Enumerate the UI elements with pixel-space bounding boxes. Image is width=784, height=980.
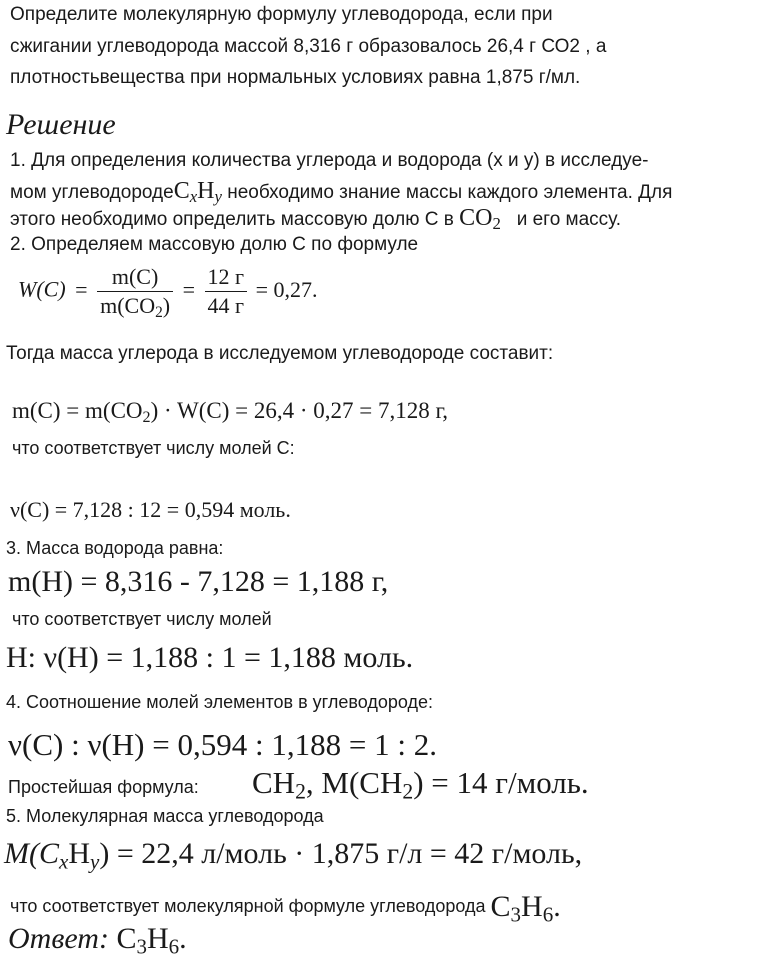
- step4-label: 4. Соотношение молей элементов в углеводороде:: [6, 692, 433, 712]
- formula-cxhy: $C_xH_y$: [173, 178, 222, 207]
- step2-label: 2. Определяем массовую долю С по формуле: [10, 234, 419, 255]
- molecular-formula-c3h6: $C_3H_6$.: [490, 890, 561, 927]
- step3-label: 3. Масса водорода равна:: [6, 538, 224, 558]
- step1-line-2-post: необходимо знание массы каждого элемента. Для: [227, 182, 673, 203]
- step5-label: 5. Молекулярная масса углеводорода: [6, 806, 324, 826]
- carbon-moles-formula: ν(C) = 7,128 : 12 = 0,594 моль.: [10, 497, 291, 522]
- mass-fraction-formula: W(C) = $\frac{m(C)}{m(CO_2)}$ = $\frac{12 г}{44 г}$ = 0,27.: [18, 264, 318, 321]
- formula-co2: $CO_2$: [459, 205, 501, 234]
- hydrogen-moles-intro: что соответствует числу молей: [12, 609, 272, 629]
- simplest-formula-label: Простейшая формула:: [8, 777, 199, 797]
- problem-line-1: Определите молекулярную формулу углеводорода, если при: [10, 4, 553, 25]
- carbon-moles-intro: что соответствует числу молей С:: [12, 438, 295, 458]
- step1-line-2: [10, 178, 672, 205]
- conclusion-line: что соответствует молекулярной формуле углеводорода $C_3H_6$.: [10, 890, 561, 927]
- answer-formula: $C_3H_6$.: [116, 922, 187, 959]
- solution-heading: Решение: [6, 108, 116, 141]
- fraction-12-over-44: $\frac{12 г}{44 г}$: [205, 264, 248, 319]
- step1-line-3-pre: этого необходимо определить массовую долю С в: [10, 209, 454, 230]
- carbon-mass-formula: $m(C) = m(CO_2) \cdot W(C) = 26,4 \cdot 0,27 = 7,128$ г,: [12, 398, 449, 427]
- step1-line-2-pre: мом углеводороде: [10, 182, 174, 203]
- hydrogen-moles-formula: H: ν(H) = 1,188 : 1 = 1,188 моль.: [6, 641, 414, 674]
- hydrogen-mass-formula: m(H) = 8,316 - 7,128 = 1,188 г,: [8, 565, 389, 598]
- simplest-formula: $CH_2$, $M(CH_2) = 14$ г/моль.: [252, 765, 589, 804]
- mole-ratio-formula: ν(C) : ν(H) = 0,594 : 1,188 = 1 : 2.: [8, 727, 437, 762]
- answer-line: [8, 922, 187, 959]
- problem-line-2: сжигании углеводорода массой 8,316 г образовалось 26,4 г СО2 , а: [10, 36, 607, 57]
- step1-line-3-post: и его массу.: [516, 209, 622, 230]
- w-lhs: W(C): [18, 276, 66, 302]
- mass-fraction-result: = 0,27.: [255, 276, 318, 302]
- problem-line-3: плотностьвещества при нормальных условиях равна 1,875 г/мл.: [10, 67, 581, 88]
- fraction-mc-over-mco2: $\frac{m(C)}{m(CO_2)}$: [97, 264, 173, 319]
- carbon-mass-intro: Тогда масса углерода в исследуемом углеводороде составит:: [6, 343, 554, 364]
- molar-mass-formula: $M(C_xH_y) = 22,4$ л/моль · 1,875 г/л = 42 г/моль,: [4, 837, 583, 874]
- answer-label: Ответ:: [8, 922, 109, 955]
- step1-line-1: 1. Для определения количества углерода и водорода (х и у) в исследуе-: [10, 150, 649, 171]
- step1-line-3: [10, 205, 621, 232]
